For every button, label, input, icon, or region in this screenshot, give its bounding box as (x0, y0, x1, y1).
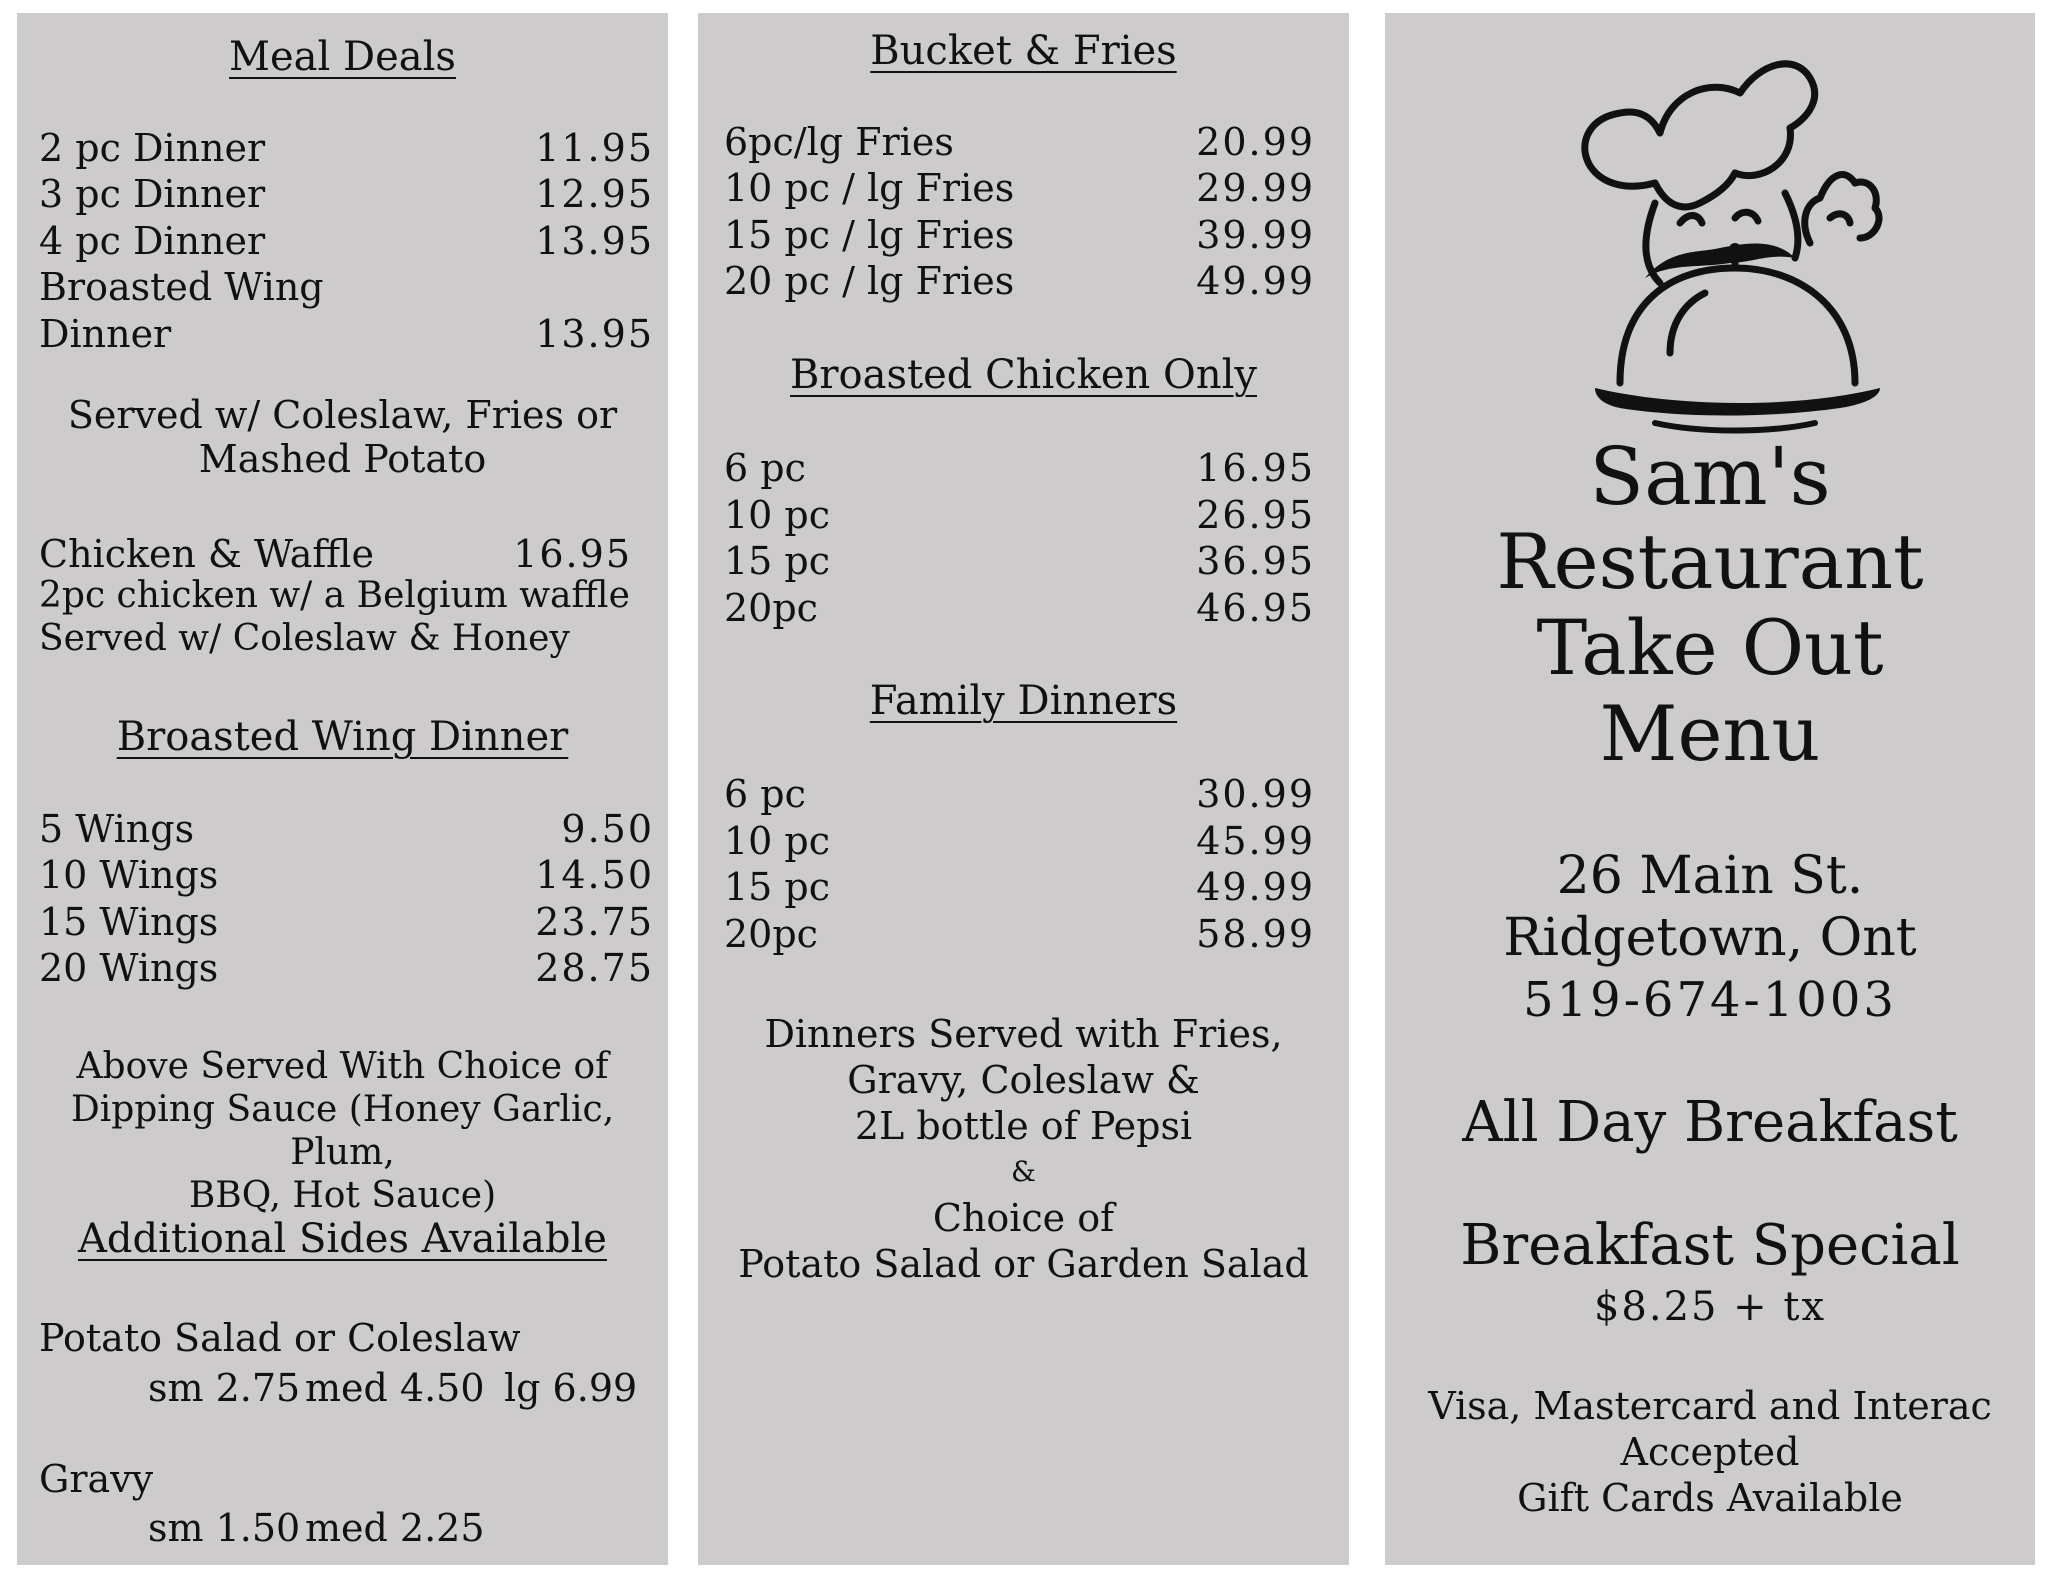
bucket-fries-heading (698, 27, 1349, 75)
menu-item-row (724, 771, 1315, 818)
menu-item-price: 13.95 (535, 312, 654, 356)
family-dinner-line: Dinners Served with Fries, (764, 1012, 1283, 1056)
side-size-price: med 2.25 (305, 1506, 485, 1550)
additional-sides-heading (17, 1215, 668, 1263)
menu-item-name: 10 pc (724, 493, 831, 537)
waffle-description: Served w/ Coleslaw & Honey (39, 618, 570, 659)
menu-item-price: 12.95 (535, 172, 654, 216)
menu-item-row (724, 212, 1315, 259)
menu-item-price: 16.95 (513, 532, 632, 576)
menu-item-price: 45.99 (1196, 819, 1315, 863)
family-dinner-line: Potato Salad or Garden Salad (738, 1242, 1309, 1286)
menu-item-row (39, 852, 654, 899)
served-with-note (17, 393, 668, 481)
restaurant-name: Sam's (1589, 430, 1831, 523)
menu-item-row (724, 492, 1315, 539)
menu-item-row (724, 864, 1315, 911)
address-street: 26 Main St. (1556, 846, 1864, 906)
waffle-description: 2pc chicken w/ a Belgium waffle (39, 575, 630, 616)
served-with-line: Mashed Potato (198, 437, 487, 481)
family-dinner-line: Gravy, Coleslaw & (847, 1058, 1200, 1102)
menu-item-price: 39.99 (1196, 213, 1315, 257)
menu-item-name: Broasted Wing (39, 265, 324, 309)
family-dinner-line: Choice of (932, 1196, 1115, 1240)
menu-item-name: 6pc/lg Fries (724, 120, 954, 164)
menu-item-name: 15 pc (724, 539, 831, 583)
dipping-sauce-line: BBQ, Hot Sauce) (188, 1175, 497, 1216)
dipping-sauce-line: Dipping Sauce (Honey Garlic, Plum, (70, 1089, 615, 1173)
meal-deals-heading-text: Meal Deals (229, 34, 456, 80)
bucket-fries-heading-text: Bucket & Fries (870, 28, 1177, 74)
menu-item-price: 9.50 (561, 807, 654, 851)
side-size-price: sm 1.50 (148, 1506, 301, 1550)
menu-item-row (724, 538, 1315, 585)
menu-item-name: 4 pc Dinner (39, 219, 266, 263)
menu-item-row (39, 264, 654, 311)
menu-item-row (724, 258, 1315, 305)
menu-item-name: 3 pc Dinner (39, 172, 266, 216)
menu-item-row (724, 165, 1315, 212)
menu-item-price: 14.50 (535, 853, 654, 897)
menu-item-row (724, 585, 1315, 632)
wing-dinner-heading (17, 713, 668, 761)
restaurant-title-line: Restaurant (1496, 517, 1924, 606)
menu-item-name: 20 Wings (39, 946, 219, 990)
all-day-breakfast: All Day Breakfast (1462, 1090, 1958, 1155)
dipping-sauce-note (17, 1045, 668, 1217)
payment-methods: Visa, Mastercard and Interac (1428, 1384, 1992, 1428)
menu-item-row (39, 171, 654, 218)
menu-item-name: 20pc (724, 912, 818, 956)
meal-deals-heading (17, 33, 668, 81)
side-size-price: med 4.50 (305, 1366, 485, 1410)
menu-item-name: 2 pc Dinner (39, 126, 266, 170)
address-city: Ridgetown, Ont (1503, 908, 1917, 968)
menu-item-price: 36.95 (1196, 539, 1315, 583)
menu-item-name: 15 pc (724, 865, 831, 909)
menu-item-price: 58.99 (1196, 912, 1315, 956)
menu-item-price: 28.75 (535, 946, 654, 990)
menu-item-name: 10 pc (724, 819, 831, 863)
side-size-price: lg 6.99 (504, 1366, 638, 1410)
family-dinner-line: & (1011, 1155, 1036, 1188)
menu-item-name: Chicken & Waffle (39, 532, 375, 576)
menu-item-name: Dinner (39, 312, 172, 356)
side-item-name: Potato Salad or Coleslaw (39, 1316, 521, 1360)
served-with-line: Served w/ Coleslaw, Fries or (67, 393, 618, 437)
menu-item-row (724, 818, 1315, 865)
menu-item-name: 15 pc / lg Fries (724, 213, 1015, 257)
menu-item-row (724, 911, 1315, 958)
dipping-sauce-line: Above Served With Choice of (76, 1046, 609, 1087)
menu-item-row (39, 218, 654, 265)
phone-number: 519-674-1003 (1523, 972, 1897, 1028)
menu-item-name: 20 pc / lg Fries (724, 259, 1015, 303)
side-item-name: Gravy (39, 1457, 154, 1501)
menu-item-name: 6 pc (724, 446, 806, 490)
menu-item-price: 11.95 (535, 126, 654, 170)
menu-item-price: 49.99 (1196, 865, 1315, 909)
restaurant-title-line: Menu (1599, 689, 1821, 778)
menu-item-row (39, 806, 654, 853)
family-dinners-heading-text: Family Dinners (869, 678, 1178, 724)
menu-item-row (39, 945, 654, 992)
menu-item-name: 5 Wings (39, 807, 195, 851)
breakfast-special-title: Breakfast Special (1460, 1213, 1960, 1278)
menu-item-price: 49.99 (1196, 259, 1315, 303)
family-dinner-note (698, 1011, 1349, 1287)
chef-holding-cloche-icon (1560, 53, 1900, 438)
chicken-only-heading (698, 351, 1349, 399)
family-dinners-heading (698, 677, 1349, 725)
menu-item-row (39, 125, 654, 172)
menu-item-price: 16.95 (1196, 446, 1315, 490)
menu-item-name: 10 Wings (39, 853, 219, 897)
menu-item-row (724, 445, 1315, 492)
menu-item-price: 13.95 (535, 219, 654, 263)
menu-item-name: 6 pc (724, 772, 806, 816)
menu-item-price: 46.95 (1196, 586, 1315, 630)
restaurant-title-line: Take Out (1536, 603, 1884, 692)
menu-item-price: 26.95 (1196, 493, 1315, 537)
left-menu-panel (17, 13, 668, 1565)
payment-accepted: Accepted (1620, 1430, 1800, 1474)
menu-item-name: 10 pc / lg Fries (724, 166, 1015, 210)
middle-menu-panel (698, 13, 1349, 1565)
menu-item-row (39, 531, 654, 578)
menu-item-row (724, 119, 1315, 166)
menu-item-price: 23.75 (535, 900, 654, 944)
menu-item-name: 20pc (724, 586, 818, 630)
breakfast-special-price: $8.25 + tx (1593, 1284, 1827, 1330)
menu-item-price: 20.99 (1196, 120, 1315, 164)
menu-item-price: 30.99 (1196, 772, 1315, 816)
wing-dinner-heading-text: Broasted Wing Dinner (116, 714, 569, 760)
menu-item-row (39, 311, 654, 358)
right-cover-panel (1385, 13, 2035, 1565)
menu-item-name: 15 Wings (39, 900, 219, 944)
menu-item-price: 29.99 (1196, 166, 1315, 210)
menu-item-row (39, 899, 654, 946)
gift-cards-note: Gift Cards Available (1517, 1476, 1903, 1520)
side-size-price: sm 2.75 (148, 1366, 301, 1410)
family-dinner-line: 2L bottle of Pepsi (854, 1104, 1193, 1148)
chicken-only-heading-text: Broasted Chicken Only (790, 352, 1257, 398)
additional-sides-heading-text: Additional Sides Available (78, 1216, 607, 1262)
